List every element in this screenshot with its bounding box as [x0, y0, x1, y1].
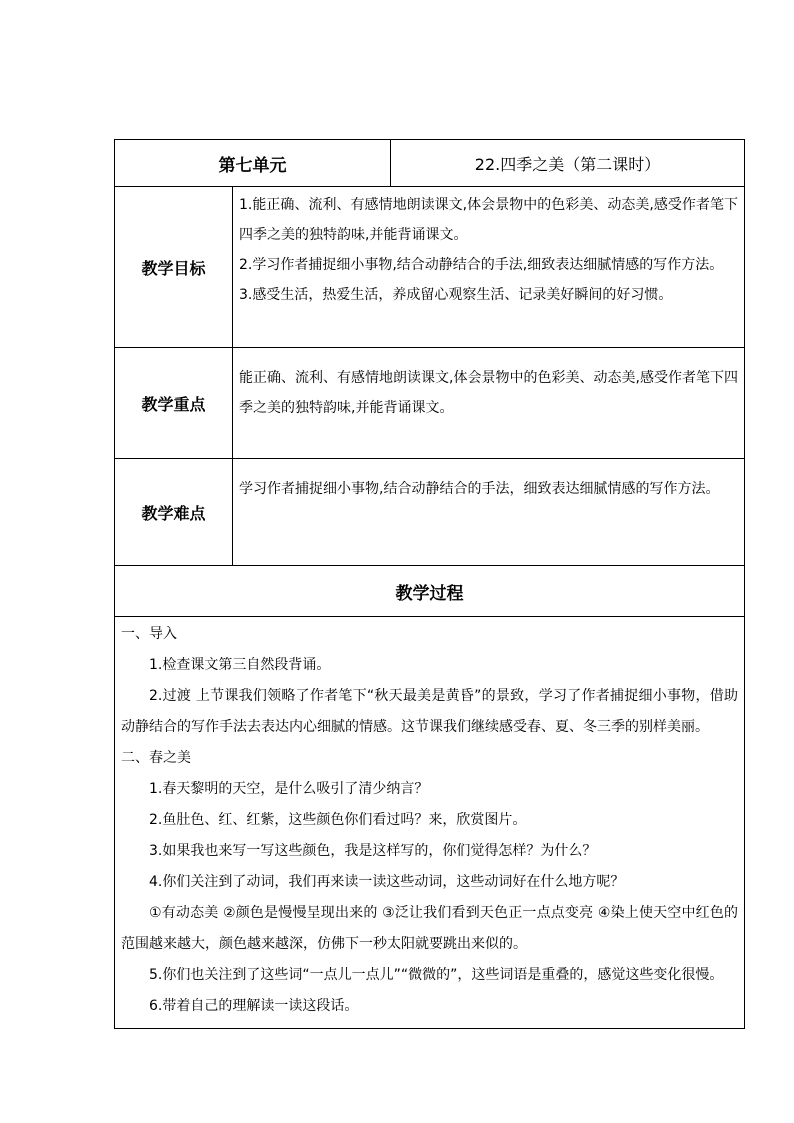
objective-item: 2.学习作者捕捉细小事物,结合动静结合的手法,细致表达细腻情感的写作方法。 [239, 257, 724, 273]
process-step: 2.过渡 上节课我们领略了作者笔下“秋天最美是黄昏”的景致，学习了作者捕捉细小事物，借助动静结合的写作手法去表达内心细腻的情感。这节课我们继续感受春、夏、冬三季的别样美丽。 [121, 688, 738, 735]
process-step: 5.你们也关注到了这些词“一点儿一点儿”“微微的”，这些词语是重叠的，感觉这些变化很慢。 [149, 967, 724, 983]
process-step: 1.检查课文第三自然段背诵。 [149, 657, 331, 673]
process-step: 2.鱼肚色、红、红紫，这些颜色你们看过吗？来，欣赏图片。 [149, 812, 527, 828]
objective-item: 3.感受生活，热爱生活，养成留心观察生活、记录美好瞬间的好习惯。 [239, 287, 673, 303]
objective-item: 1.能正确、流利、有感情地朗读课文,体会景物中的色彩美、动态美,感受作者笔下四季之美的独特韵味,并能背诵课文。 [239, 197, 738, 243]
process-step: 1.春天黎明的天空，是什么吸引了清少纳言？ [149, 781, 429, 797]
section-heading: 一、导入 [121, 626, 177, 642]
process-step: 4.你们关注到了动词，我们再来读一读这些动词，这些动词好在什么地方呢？ [149, 874, 625, 890]
process-row [115, 617, 745, 1029]
key-points-label: 教学重点 [115, 348, 233, 459]
key-points-content [233, 348, 745, 459]
objectives-row [115, 187, 745, 348]
section-heading: 二、春之美 [121, 750, 191, 766]
difficulties-content [233, 459, 745, 566]
process-step: 3.如果我也来写一写这些颜色，我是这样写的，你们觉得怎样？为什么？ [149, 843, 597, 859]
lesson-title: 22.四季之美（第二课时） [391, 140, 745, 187]
objectives-content [233, 187, 745, 348]
objectives-label: 教学目标 [115, 187, 233, 348]
unit-title: 第七单元 [115, 140, 391, 187]
key-points-text: 能正确、流利、有感情地朗读课文,体会景物中的色彩美、动态美,感受作者笔下四季之美的独特韵味,并能背诵课文。 [239, 370, 738, 416]
process-step: ①有动态美 ②颜色是慢慢呈现出来的 ③泛让我们看到天色正一点点变亮 ④染上使天空中红色的范围越来越大，颜色越来越深，仿佛下一秒太阳就要跳出来似的。 [121, 905, 738, 952]
key-points-row [115, 348, 745, 459]
lesson-plan-table [114, 139, 745, 1029]
header-row [115, 140, 745, 187]
difficulties-row [115, 459, 745, 566]
difficulties-text: 学习作者捕捉细小事物,结合动静结合的手法，细致表达细腻情感的写作方法。 [239, 481, 720, 497]
process-title-row [115, 566, 745, 617]
process-step: 6.带着自己的理解读一读这段话。 [149, 998, 359, 1014]
difficulties-label: 教学难点 [115, 459, 233, 566]
process-title: 教学过程 [115, 566, 745, 617]
process-content [115, 617, 745, 1029]
